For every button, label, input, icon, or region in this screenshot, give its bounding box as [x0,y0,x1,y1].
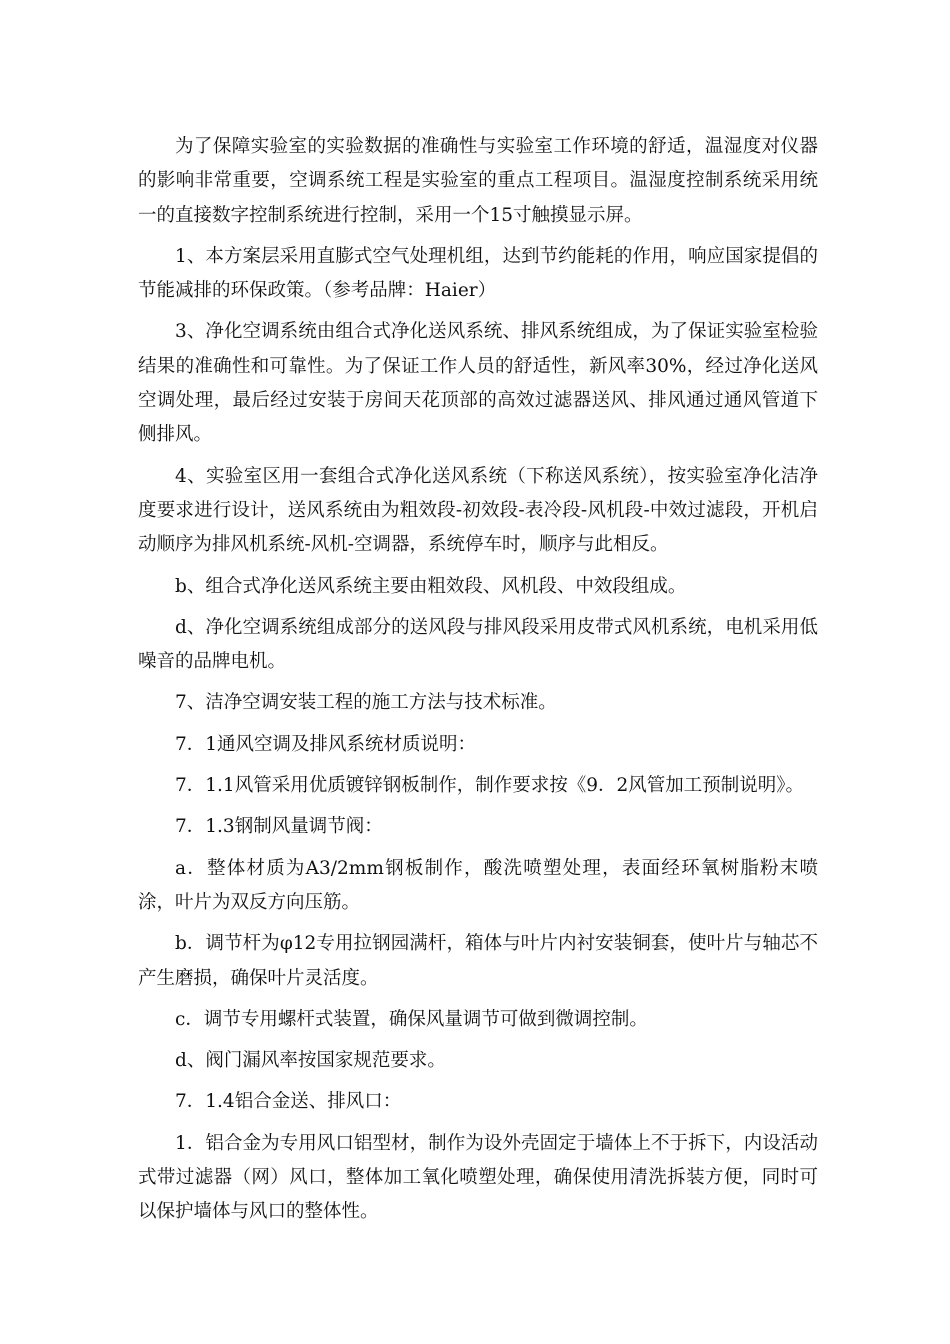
paragraph-item-b: b、组合式净化送风系统主要由粗效段、风机段、中效段组成。 [175,575,687,597]
paragraph-item-1: 1、本方案层采用直膨式空气处理机组，达到节约能耗的作用，响应国家提倡的节能减排的环保政策。（参考品牌：Haier） [138,245,818,302]
paragraph-item-7-1-3-b: b．调节杆为φ12专用拉钢园满杆，箱体与叶片内衬安装铜套，使叶片与轴芯不产生磨损，确保叶片灵活度。 [138,933,818,989]
document-body [138,130,818,1237]
paragraph-item-7-1-4-1: 1．铝合金为专用风口铝型材，制作为设外壳固定于墙体上不于拆下，内设活动式带过滤器（网）风口，整体加工氧化喷塑处理，确保使用清洗拆装方便，同时可以保护墙体与风口的整体性。 [138,1132,818,1223]
paragraph-item-7-1-3-d: d、阀门漏风率按国家规范要求。 [175,1050,446,1072]
paragraph-item-7-1-3-a: a．整体材质为A3/2mm钢板制作，酸洗喷塑处理，表面经环氧树脂粉末喷涂，叶片为双反方向压筋。 [138,857,818,913]
paragraph-item-7-1-3-c: c．调节专用螺杆式装置，确保风量调节可做到微调控制。 [175,1008,648,1030]
paragraph-item-7-1: 7．1通风空调及排风系统材质说明： [175,733,477,755]
paragraph-item-7-1-4: 7．1.4铝合金送、排风口： [175,1091,402,1113]
paragraph-item-7-1-3: 7．1.3钢制风量调节阀： [175,816,383,838]
paragraph-item-7-1-1: 7．1.1风管采用优质镀锌钢板制作，制作要求按《9．2风管加工预制说明》。 [175,775,804,797]
paragraph-intro: 为了保障实验室的实验数据的准确性与实验室工作环境的舒适，温湿度对仪器的影响非常重要，空调系统工程是实验室的重点工程项目。温湿度控制系统采用统一的直接数字控制系统进行控制，采用一个15寸触摸显示屏。 [138,136,818,226]
paragraph-item-7: 7、洁净空调安装工程的施工方法与技术标准。 [175,692,557,714]
paragraph-item-d: d、净化空调系统组成部分的送风段与排风段采用皮带式风机系统，电机采用低噪音的品牌电机。 [138,616,818,673]
paragraph-item-4: 4、实验室区用一套组合式净化送风系统（下称送风系统），按实验室净化洁净度要求进行设计，送风系统由为粗效段-初效段-表冷段-风机段-中效过滤段，开机启动顺序为排风机系统-风机-空调器，系统停车时，顺序与此相反。 [138,465,818,556]
paragraph-item-3: 3、净化空调系统由组合式净化送风系统、排风系统组成，为了保证实验室检验结果的准确性和可靠性。为了保证工作人员的舒适性，新风率30%，经过净化送风空调处理，最后经过安装于房间天花顶部的高效过滤器送风、排风通过通风管道下侧排风。 [138,321,818,446]
